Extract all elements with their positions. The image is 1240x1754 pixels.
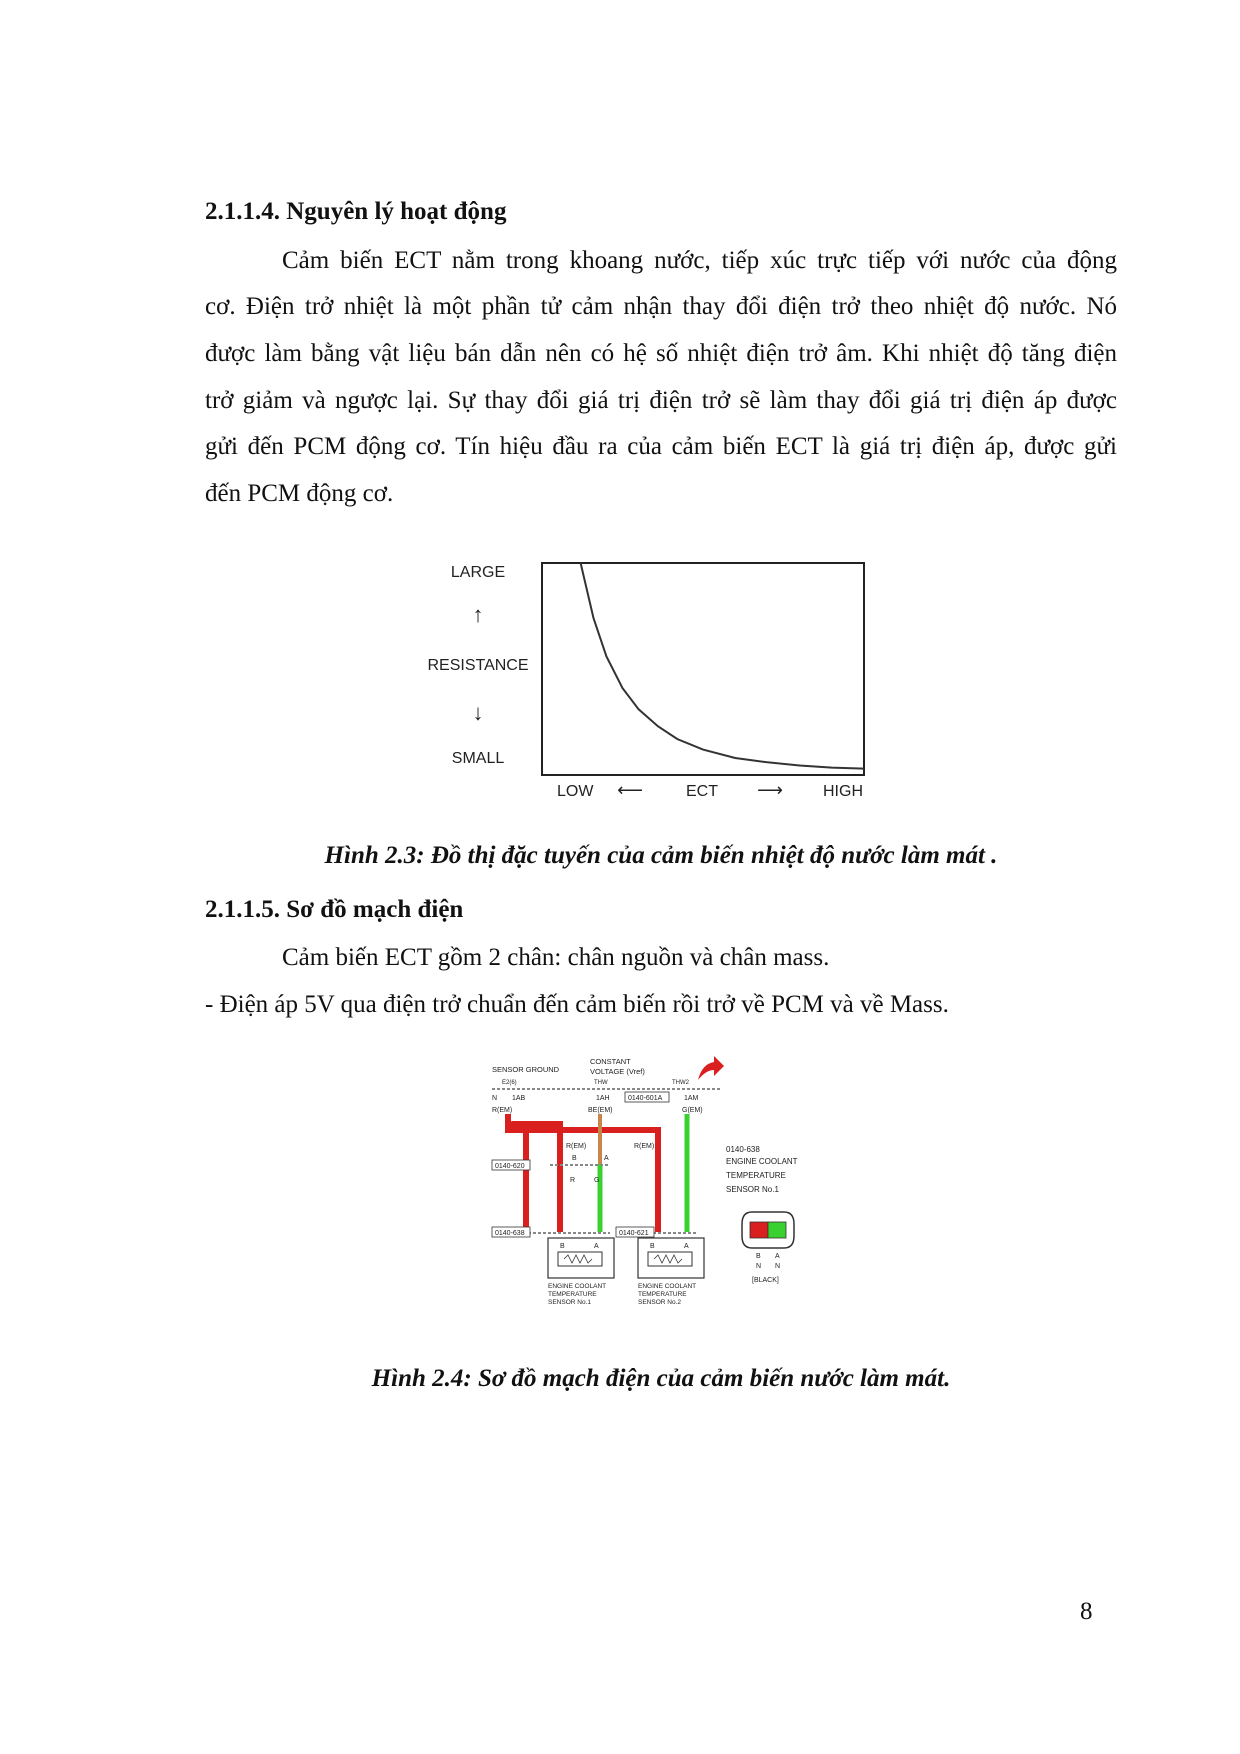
sensor2-pin-b: B xyxy=(650,1243,655,1250)
conn-pin-a: A xyxy=(775,1253,780,1260)
sensor1-label-1: ENGINE COOLANT xyxy=(548,1283,607,1290)
wire-r-em-label: R(EM) xyxy=(492,1107,513,1114)
conn-pin-b: B xyxy=(756,1253,761,1260)
paragraph-line: đến PCM động cơ. xyxy=(205,480,394,507)
x-right-label: HIGH xyxy=(823,783,863,800)
vref-label: VOLTAGE (Vref) xyxy=(590,1067,645,1076)
letter-a-1: A xyxy=(604,1155,609,1162)
wiring-diagram xyxy=(488,1052,828,1315)
sensor2-pin-a: A xyxy=(684,1243,689,1250)
y-bottom-label: SMALL xyxy=(451,750,505,767)
pin-n-label: N xyxy=(492,1095,498,1102)
paragraph-line: Cảm biến ECT nằm trong khoang nước, tiếp xúc trực tiếp với nước của động xyxy=(282,247,1117,274)
sensor1-label-3: SENSOR No.1 xyxy=(548,1299,591,1306)
y-arrow-down: ↓ xyxy=(472,700,484,725)
connector-601a: 0140-601A xyxy=(628,1095,663,1102)
pin-1ab-label: 1AB xyxy=(512,1095,526,1102)
y-top-label: LARGE xyxy=(450,564,506,581)
red-ground-wire xyxy=(508,1114,658,1232)
sensor2-label-1: ENGINE COOLANT xyxy=(638,1283,697,1290)
conn-label-1: ENGINE COOLANT xyxy=(726,1157,798,1166)
sensor-ground-label: SENSOR GROUND xyxy=(492,1065,560,1074)
pin-1ah-label: 1AH xyxy=(596,1095,610,1102)
conn-label-2: TEMPERATURE xyxy=(726,1171,786,1180)
letter-g: G xyxy=(594,1177,600,1184)
connector-620: 0140-620 xyxy=(495,1163,525,1170)
sensor1-pin-a: A xyxy=(594,1243,599,1250)
paragraph-line: được làm bằng vật liệu bán dẫn nên có hệ số nhiệt điện trở âm. Khi nhiệt độ tăng điện xyxy=(205,340,1117,367)
conn-label-3: SENSOR No.1 xyxy=(726,1185,779,1194)
conn-title: 0140-638 xyxy=(726,1145,760,1154)
conn-n2: N xyxy=(775,1263,781,1270)
page-number: 8 xyxy=(1080,1598,1093,1625)
pin-thw-label: THW xyxy=(594,1080,608,1086)
figure-caption-2-3: Hình 2.3: Đồ thị đặc tuyến của cảm biến nhiệt độ nước làm mát . xyxy=(324,842,998,869)
ect-resistance-chart xyxy=(420,555,880,800)
pin-e2-label: E2(6) xyxy=(502,1080,517,1086)
resistance-curve xyxy=(581,563,864,769)
y-axis-label: RESISTANCE xyxy=(427,657,529,674)
wire-r-em-label-3: R(EM) xyxy=(634,1143,655,1150)
paragraph-line: gửi đến PCM động cơ. Tín hiệu đầu ra của cảm biến ECT là giá trị điện áp, được gửi xyxy=(205,433,1117,460)
pin-thw2-label: THW2 xyxy=(672,1080,689,1086)
x-arrow-left: ⟵ xyxy=(617,780,643,800)
sensor2-label-2: TEMPERATURE xyxy=(638,1291,687,1298)
figure-caption-2-4: Hình 2.4: Sơ đồ mạch điện của cảm biến nước làm mát. xyxy=(371,1365,951,1392)
connector-621: 0140-621 xyxy=(619,1230,649,1237)
plot-frame xyxy=(542,563,864,775)
connector-638: 0140-638 xyxy=(495,1230,525,1237)
paragraph-line: trở giảm và ngược lại. Sự thay đổi giá trị điện trở sẽ làm thay đổi giá trị điện áp được xyxy=(205,387,1117,414)
letter-r: R xyxy=(570,1177,576,1184)
paragraph-line: cơ. Điện trở nhiệt là một phần tử cảm nhận thay đổi điện trở theo nhiệt độ nước. Nó xyxy=(205,293,1117,320)
constant-label: CONSTANT xyxy=(590,1057,631,1066)
section-heading-principle: 2.1.1.4. Nguyên lý hoạt động xyxy=(205,198,507,225)
y-arrow-up: ↑ xyxy=(472,602,484,627)
letter-b-1: B xyxy=(572,1155,577,1162)
conn-n1: N xyxy=(756,1263,762,1270)
pin-1am-label: 1AM xyxy=(684,1095,699,1102)
x-axis-label: ECT xyxy=(686,783,718,800)
circuit-line-1: Cảm biến ECT gồm 2 chân: chân nguồn và chân mass. xyxy=(282,944,830,971)
wire-r-em-label-2: R(EM) xyxy=(566,1143,587,1150)
output-arrow-icon xyxy=(698,1056,724,1080)
sensor1-pin-b: B xyxy=(560,1243,565,1250)
section-heading-circuit: 2.1.1.5. Sơ đồ mạch điện xyxy=(205,896,464,923)
circuit-line-2: - Điện áp 5V qua điện trở chuẩn đến cảm biến rồi trở về PCM và về Mass. xyxy=(205,991,949,1018)
sensor2-label-3: SENSOR No.2 xyxy=(638,1299,681,1306)
wire-be-em-label: BE(EM) xyxy=(588,1107,613,1114)
x-left-label: LOW xyxy=(557,783,594,800)
wire-g-em-label: G(EM) xyxy=(682,1107,703,1114)
sensor1-label-2: TEMPERATURE xyxy=(548,1291,597,1298)
conn-color: [BLACK] xyxy=(752,1277,779,1284)
x-arrow-right: ⟶ xyxy=(757,780,783,800)
